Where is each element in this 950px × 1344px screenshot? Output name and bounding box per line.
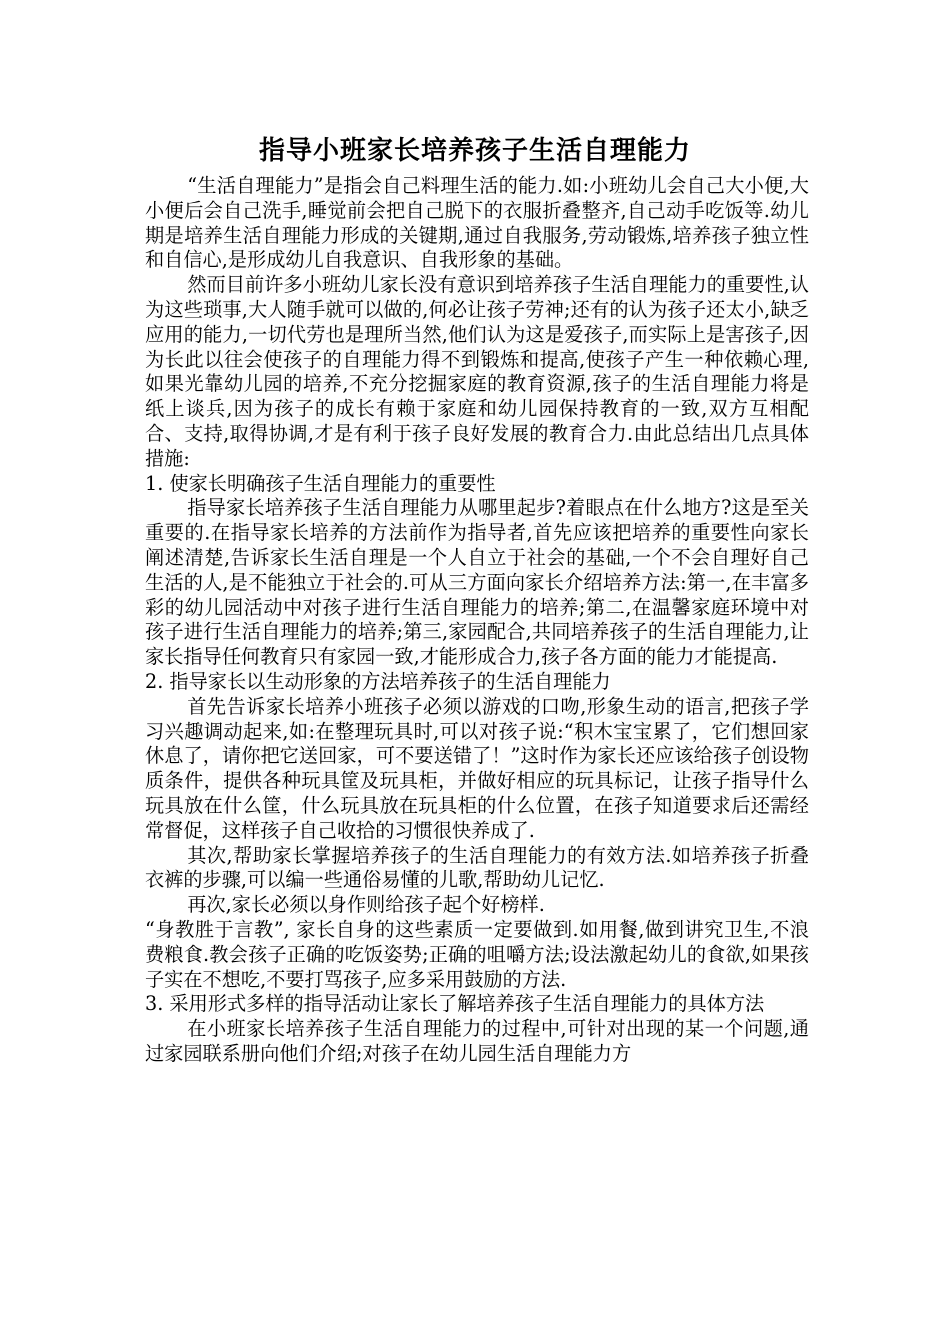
document-body [145, 174, 809, 1067]
paragraph-section-2-first: 首先告诉家长培养小班孩子必须以游戏的口吻,形象生动的语言,把孩子学习兴趣调动起来,如:在整理玩具时,可以对孩子说:“积木宝宝累了，它们想回家休息了，请你把它送回家，可不要送错了！”这时作为家长还应该给孩子创设物质条件，提供各种玩具筐及玩具柜，并做好相应的玩具标记，让孩子指导什么玩具放在什么筐，什么玩具放在玩具柜的什么位置，在孩子知道要求后还需经常督促，这样孩子自己收拾的习惯很快养成了. [145, 694, 809, 842]
paragraph-definition: “生活自理能力”是指会自己料理生活的能力.如:小班幼儿会自己大小便,大小便后会自己洗手,睡觉前会把自己脱下的衣服折叠整齐,自己动手吃饭等.幼儿期是培养生活自理能力形成的关键期,通过自我服务,劳动锻炼,培养孩子独立性和自信心,是形成幼儿自我意识、自我形象的基础。 [145, 174, 809, 272]
section-heading-2: 2. 指导家长以生动形象的方法培养孩子的生活自理能力 [145, 669, 611, 693]
paragraph-section-2-quote: “身教胜于言教”, 家长自身的这些素质一定要做到.如用餐,做到讲究卫生,不浪费粮食.教会孩子正确的吃饭姿势;正确的咀嚼方法;设法激起幼儿的食欲,如果孩子实在不想吃,不要打骂孩子,应多采用鼓励的方法. [145, 917, 809, 991]
paragraph-section-3: 在小班家长培养孩子生活自理能力的过程中,可针对出现的某一个问题,通过家园联系册向他们介绍;对孩子在幼儿园生活自理能力方 [145, 1017, 809, 1065]
paragraph-problem: 然而目前许多小班幼儿家长没有意识到培养孩子生活自理能力的重要性,认为这些琐事,大人随手就可以做的,何必让孩子劳神;还有的认为孩子还太小,缺乏应用的能力,一切代劳也是理所当然,他们认为这是爱孩子,而实际上是害孩子,因为长此以往会使孩子的自理能力得不到锻炼和提高,使孩子产生一种依赖心理,如果光靠幼儿园的培养,不充分挖掘家庭的教育资源,孩子的生活自理能力将是纸上谈兵,因为孩子的成长有赖于家庭和幼儿园保持教育的一致,双方互相配合、支持,取得协调,才是有利于孩子良好发展的教育合力.由此总结出几点具体措施: [145, 273, 809, 470]
document-title: 指导小班家长培养孩子生活自理能力 [258, 136, 691, 166]
paragraph-section-2-second: 其次,帮助家长掌握培养孩子的生活自理能力的有效方法.如培养孩子折叠衣裤的步骤,可以编一些通俗易懂的儿歌,帮助幼儿记忆. [145, 843, 809, 892]
paragraph-section-2-third: 再次,家长必须以身作则给孩子起个好榜样. [187, 893, 545, 917]
section-heading-3: 3. 采用形式多样的指导活动让家长了解培养孩子生活自理能力的具体方法 [145, 992, 765, 1016]
section-heading-1: 1. 使家长明确孩子生活自理能力的重要性 [145, 471, 496, 495]
paragraph-section-1: 指导家长培养孩子生活自理能力从哪里起步?着眼点在什么地方?这是至关重要的.在指导家长培养的方法前作为指导者,首先应该把培养的重要性向家长阐述清楚,告诉家长生活自理是一个人自立于社会的基础,一个不会自理好自己生活的人,是不能独立于社会的.可从三方面向家长介绍培养方法:第一,在丰富多彩的幼儿园活动中对孩子进行生活自理能力的培养;第二,在温馨家庭环境中对孩子进行生活自理能力的培养;第三,家园配合,共同培养孩子的生活自理能力,让家长指导任何教育只有家园一致,才能形成合力,孩子各方面的能力才能提高. [145, 496, 809, 669]
